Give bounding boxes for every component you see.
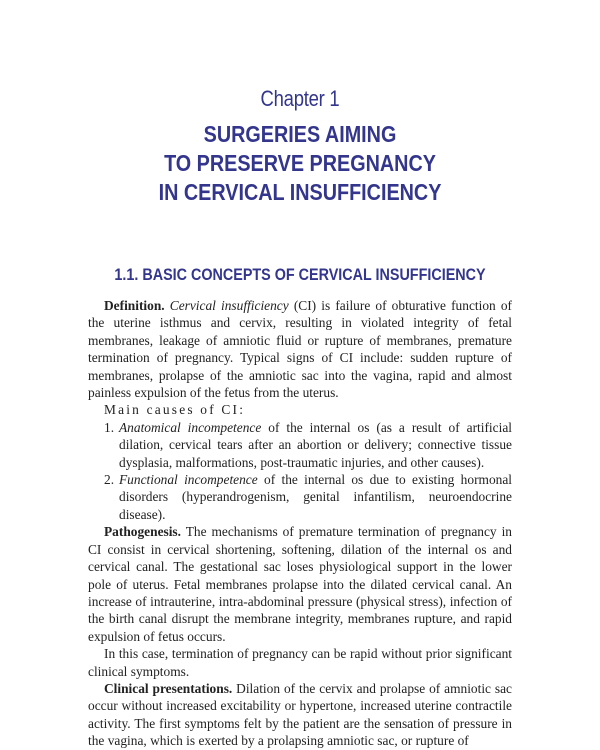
- causes-heading-text: Main causes of CI:: [104, 402, 246, 418]
- definition-paragraph: [88, 297, 512, 401]
- list-item-text: of the internal os (as a result of artificial dilation, cervical tears after an abortion or delivery; connective tissue dysplasia, malformations, post-traumatic injuries, and other causes).: [119, 419, 512, 470]
- chapter-title-line: SURGERIES AIMING: [203, 121, 397, 147]
- list-item-number: 2.: [104, 472, 115, 488]
- list-item-text: of the internal os due to existing hormonal disorders (hyperandrogenism, genital infantilism, neuroendocrine disease).: [119, 472, 512, 522]
- clinical-paragraph: [88, 680, 512, 750]
- causes-heading: [88, 401, 512, 418]
- list-item-number: 1.: [104, 419, 115, 435]
- chapter-title-line: IN CERVICAL INSUFFICIENCY: [158, 179, 442, 205]
- list-item: [88, 419, 512, 471]
- pathogenesis-label: Pathogenesis.: [104, 524, 181, 540]
- section-title: 1.1. BASIC CONCEPTS OF CERVICAL INSUFFICIENCY: [114, 266, 486, 284]
- note-paragraph: In this case, termination of pregnancy can be rapid without prior significant clinical symptoms.: [88, 646, 512, 679]
- list-item: [88, 471, 512, 523]
- chapter-title: [42, 120, 558, 207]
- chapter-title-line: TO PRESERVE PREGNANCY: [164, 150, 436, 176]
- pathogenesis-paragraph: [88, 523, 512, 645]
- chapter-label: Chapter 1: [260, 86, 340, 111]
- list-item-term: Functional incompetence: [119, 472, 258, 488]
- pathogenesis-text: The mechanisms of premature termination of pregnancy in CI consist in cervical shortening, softening, dilation of the internal os and cervical canal. The gestational sac loses physiological support in the lower pole of uterus. Fetal membranes prolapse into the dilated cervical canal. An increase of intrauterine, intra-abdominal pressure (physical stress), infection of the birth canal disrupt the membrane integrity, membranes rupture, and rapid expulsion of fetus occurs.: [88, 524, 512, 644]
- definition-term: Cervical insufficiency: [169, 298, 289, 313]
- causes-list: [88, 419, 512, 523]
- clinical-text: Dilation of the cervix and prolapse of amniotic sac occur without increased excitability or hypertone, increased uterine contractile activity. The first symptoms felt by the patient are the sensation of pressure in the vagina, which is exerted by a prolapsing amniotic sac, or rupture of: [88, 680, 512, 749]
- list-item-term: Anatomical incompetence: [119, 419, 262, 435]
- definition-text: (CI) is failure of obturative function of the uterine isthmus and cervix, resulting in violated integrity of fetal membranes, leakage of amniotic fluid or rupture of membranes, premature termination of pregnancy. Typical signs of CI include: sudden rupture of membranes, prolapse of the amniotic sac into the vagina, rapid and almost painless expulsion of the fetus from the uterus.: [88, 298, 512, 401]
- definition-label: Definition.: [104, 298, 165, 313]
- clinical-label: Clinical presentations.: [104, 680, 233, 696]
- body-text: [88, 297, 512, 750]
